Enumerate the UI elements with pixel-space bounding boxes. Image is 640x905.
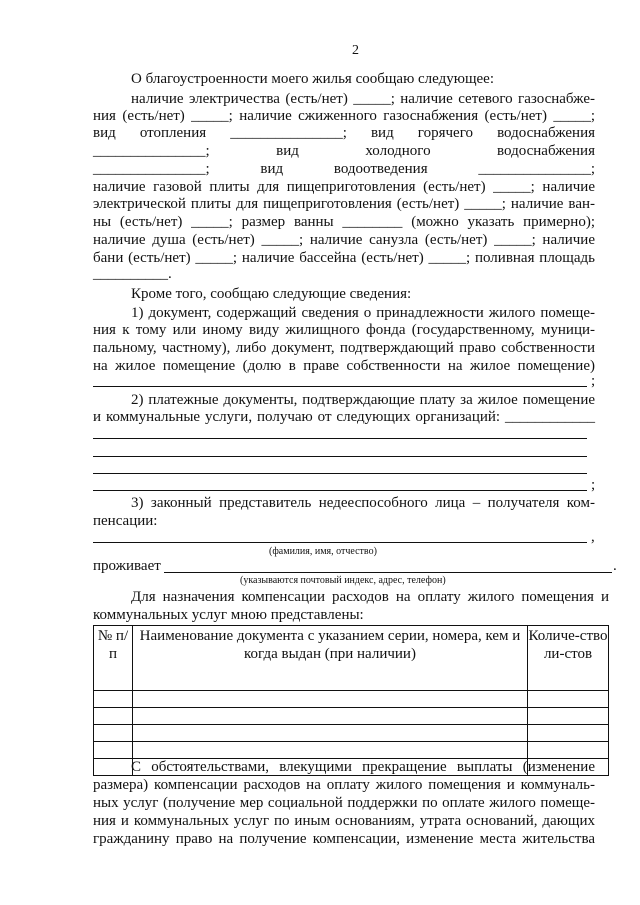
additional-heading: Кроме того, сообщаю следующие сведения: (131, 286, 412, 302)
page-number: 2 (352, 43, 359, 58)
col-name-header: Наименование документа с указанием серии, номера, кем и когда выдан (при наличии) (133, 626, 528, 691)
fio-caption: (фамилия, имя, отчество) (269, 546, 377, 557)
table-cell[interactable] (133, 708, 528, 725)
table-cell[interactable] (94, 725, 133, 742)
table-cell[interactable] (133, 691, 528, 708)
table-row (94, 691, 609, 708)
table-row (94, 742, 609, 759)
amenities-line: наличие электричества (есть/нет) _____; наличие сетевого газоснабже- (131, 91, 595, 107)
documents-intro-line: коммунальных услуг мною представлены: (93, 607, 364, 623)
table-cell[interactable] (94, 742, 133, 759)
amenities-line: ния (есть/нет) _____; наличие сжиженного газоснабжения (есть/нет) _____; (93, 108, 595, 124)
documents-table (93, 625, 609, 776)
item2-fill-line[interactable] (93, 490, 587, 491)
table-cell[interactable] (528, 691, 609, 708)
col-quantity-header: Количе-ство ли-стов (528, 626, 609, 691)
circumstances-line: ния и коммунальных услуг по иным основаниям, утрата оснований, дающих (93, 813, 595, 829)
documents-intro-line: Для назначения компенсации расходов на оплату жилого помещения и (131, 589, 609, 605)
item1-line: 1) документ, содержащий сведения о принадлежности жилого помеще- (131, 305, 595, 321)
item2-line: 2) платежные документы, подтверждающие плату за жилое помещение (131, 392, 595, 408)
item3-line: 3) законный представитель недееспособного лица – получателя ком- (131, 495, 595, 511)
item3-line: пенсации: (93, 513, 158, 529)
table-cell[interactable] (133, 725, 528, 742)
table-cell[interactable] (94, 708, 133, 725)
amenities-line: ны (есть/нет) _____; размер ванны ________ (можно указать примерно); (93, 214, 595, 230)
table-row (94, 708, 609, 725)
amenities-line: электрической плиты для пищеприготовления (есть/нет) _____; наличие ван- (93, 196, 595, 212)
representative-name-line[interactable] (93, 542, 587, 543)
address-caption: (указываются почтовый индекс, адрес, телефон) (240, 575, 446, 586)
item1-end-mark: ; (591, 373, 596, 389)
item1-line: ния к тому или иному виду жилищного фонда (государственному, муници- (93, 322, 595, 338)
col-number-header: № п/п (94, 626, 133, 691)
item2-line: и коммунальные услуги, получаю от следующих организаций: ____________ (93, 409, 595, 425)
item2-fill-line[interactable] (93, 438, 587, 439)
circumstances-line: размера) компенсации расходов на оплату жилого помещения и коммуналь- (93, 777, 595, 793)
table-row (94, 725, 609, 742)
amenities-line: наличие газовой плиты для пищеприготовления (есть/нет) _____; наличие (93, 179, 595, 195)
table-cell[interactable] (94, 691, 133, 708)
resides-label: проживает (93, 558, 161, 574)
item1-line: на жилое помещение (долю в праве собственности на жилое помещение) (93, 358, 595, 374)
item1-line: пальному, частному), либо документ, подтверждающий право собственности (93, 340, 595, 356)
table-cell[interactable] (133, 742, 528, 759)
circumstances-line: С обстоятельствами, влекущими прекращение выплаты (изменение (131, 759, 595, 775)
item3-end-mark: , (591, 529, 595, 545)
table-cell[interactable] (94, 759, 133, 776)
table-cell[interactable] (528, 708, 609, 725)
amenities-heading: О благоустроенности моего жилья сообщаю следующее: (131, 71, 495, 87)
item1-fill-line[interactable] (93, 386, 587, 387)
amenities-line: __________. (93, 266, 172, 282)
item2-fill-line[interactable] (93, 473, 587, 474)
amenities-line: наличие душа (есть/нет) _____; наличие санузла (есть/нет) _____; наличие (93, 232, 595, 248)
amenities-line: _______________; вид холодного водоснабжения (93, 143, 595, 159)
table-cell[interactable] (528, 742, 609, 759)
circumstances-line: ных услуг (получение мер социальной поддержки по оплате жилого помеще- (93, 795, 595, 811)
item2-fill-line[interactable] (93, 456, 587, 457)
item2-end-mark: ; (591, 477, 596, 493)
resides-end-mark: . (613, 558, 617, 574)
circumstances-line: гражданину право на получение компенсации, изменение места жительства (93, 831, 595, 847)
resides-address-line[interactable] (164, 572, 612, 573)
amenities-line: бани (есть/нет) _____; наличие бассейна (есть/нет) _____; поливная площадь (93, 250, 595, 266)
amenities-line: вид отопления _______________; вид горячего водоснабжения (93, 125, 595, 141)
table-cell[interactable] (528, 725, 609, 742)
amenities-line: _______________; вид водоотведения _______________; (93, 161, 595, 177)
